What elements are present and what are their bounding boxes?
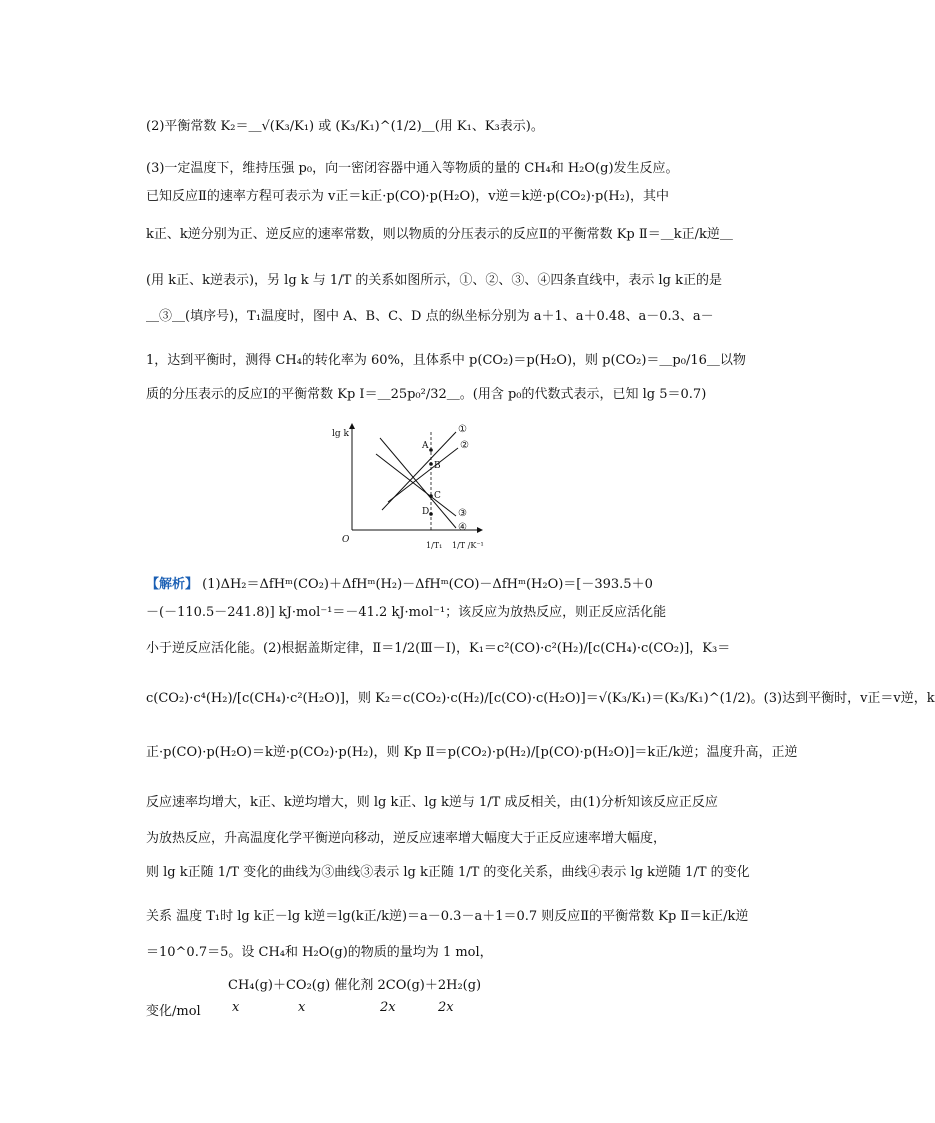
solution-label: 【解析】 (146, 577, 199, 592)
point-label-d: D (422, 507, 430, 517)
line-2 (388, 448, 458, 502)
solution-line-8: 则 lg k正随 1/T 变化的曲线为③曲线③表示 lg k正随 1/T 的变化关系，曲线④表示 lg k逆随 1/T 的变化 (146, 865, 750, 880)
change-cell-co2: x (298, 1000, 306, 1015)
line-4 (380, 438, 456, 528)
t1-label: 1/T₁ (426, 541, 443, 550)
question-line-4: k正、k逆分别为正、逆反应的速率常数，则以物质的分压表示的反应Ⅱ的平衡常数 Kp Ⅱ＝＿k正/k逆＿ (146, 227, 733, 242)
line-3 (376, 454, 456, 516)
point-d (429, 512, 433, 516)
line-label-4: ④ (458, 522, 467, 533)
point-label-c: C (434, 491, 441, 501)
reaction-equation: CH₄(g)＋CO₂(g) 催化剂 2CO(g)＋2H₂(g) (228, 978, 482, 993)
graph-svg (330, 418, 490, 558)
question-line-2: (3)一定温度下，维持压强 p₀，向一密闭容器中通入等物质的量的 CH₄和 H₂O(g)发生反应。 (146, 161, 679, 176)
line-label-2: ② (460, 440, 469, 451)
question-line-1: (2)平衡常数 K₂＝＿√(K₃/K₁) 或 (K₃/K₁)^(1/2)＿(用 K₁、K₃表示)。 (146, 119, 544, 134)
point-a (429, 448, 433, 452)
change-cell-ch4: x (232, 1000, 240, 1015)
question-line-8: 质的分压表示的反应Ⅰ的平衡常数 Kp Ⅰ＝＿25p₀²/32＿。(用含 p₀的代数式表示，已知 lg 5＝0.7) (146, 387, 707, 402)
question-line-3: 已知反应Ⅱ的速率方程可表示为 v正＝k正·p(CO)·p(H₂O)，v逆＝k逆·p(CO₂)·p(H₂)，其中 (146, 189, 669, 204)
question-line-5: (用 k正、k逆表示)，另 lg k 与 1/T 的关系如图所示，①、②、③、④四条直线中，表示 lg k正的是 (146, 273, 722, 288)
solution-line-5: 正·p(CO)·p(H₂O)＝k逆·p(CO₂)·p(H₂)，则 Kp Ⅱ＝p(CO₂)·p(H₂)/[p(CO)·p(H₂O)]＝k正/k逆；温度升高，正逆 (146, 745, 798, 760)
point-label-a: A (422, 441, 429, 451)
solution-line-2: －(－110.5－241.8)] kJ·mol⁻¹＝－41.2 kJ·mol⁻¹；该反应为放热反应，则正反应活化能 (146, 605, 667, 620)
solution-line-6: 反应速率均增大，k正、k逆均增大，则 lg k正、lg k逆与 1/T 成反相关，由(1)分析知该反应正反应 (146, 795, 718, 810)
change-row-label: 变化/mol (146, 1004, 201, 1019)
solution-line-3: 小于逆反应活化能。(2)根据盖斯定律，Ⅱ＝1/2(Ⅲ－Ⅰ)，K₁＝c²(CO)·c²(H₂)/[c(CH₄)·c(CO₂)]，K₃＝ (146, 641, 731, 656)
question-line-6: ＿③＿(填序号)，T₁温度时，图中 A、B、C、D 点的纵坐标分别为 a＋1、a＋0.48、a－0.3、a－ (146, 309, 714, 324)
solution-text-1: (1)ΔH₂＝ΔfHᵐ(CO₂)＋ΔfHᵐ(H₂)－ΔfHᵐ(CO)－ΔfHᵐ(H₂O)＝[－393.5＋0 (202, 577, 653, 592)
origin-label: O (342, 535, 350, 545)
x-axis-label: 1/T /K⁻¹ (452, 541, 484, 550)
line-label-3: ③ (458, 508, 467, 519)
y-axis-label: lg k (332, 429, 349, 439)
solution-line-4: c(CO₂)·c⁴(H₂)/[c(CH₄)·c²(H₂O)]，则 K₂＝c(CO₂)·c(H₂)/[c(CO)·c(H₂O)]＝√(K₃/K₁)＝(K₃/K₁)^(1/2)。(3)达到平衡时，v正＝v逆，k (146, 691, 935, 706)
point-b (429, 462, 433, 466)
change-cell-co: 2x (380, 1000, 396, 1015)
point-label-b: B (434, 461, 441, 471)
solution-line-1 (146, 576, 674, 594)
question-line-7: 1，达到平衡时，测得 CH₄的转化率为 60%，且体系中 p(CO₂)＝p(H₂O)，则 p(CO₂)＝＿p₀/16＿以物 (146, 353, 746, 368)
solution-line-10: ＝10^0.7＝5。设 CH₄和 H₂O(g)的物质的量均为 1 mol， (146, 945, 493, 960)
lgk-vs-inverse-t-graph (330, 418, 490, 558)
solution-line-9: 关系 温度 T₁时 lg k正－lg k逆＝lg(k正/k逆)＝a－0.3－a＋1＝0.7 则反应Ⅱ的平衡常数 Kp Ⅱ＝k正/k逆 (146, 909, 749, 924)
point-c (429, 494, 433, 498)
solution-line-7: 为放热反应，升高温度化学平衡逆向移动，逆反应速率增大幅度大于正反应速率增大幅度， (146, 831, 667, 846)
line-label-1: ① (458, 424, 467, 435)
change-cell-h2: 2x (438, 1000, 454, 1015)
